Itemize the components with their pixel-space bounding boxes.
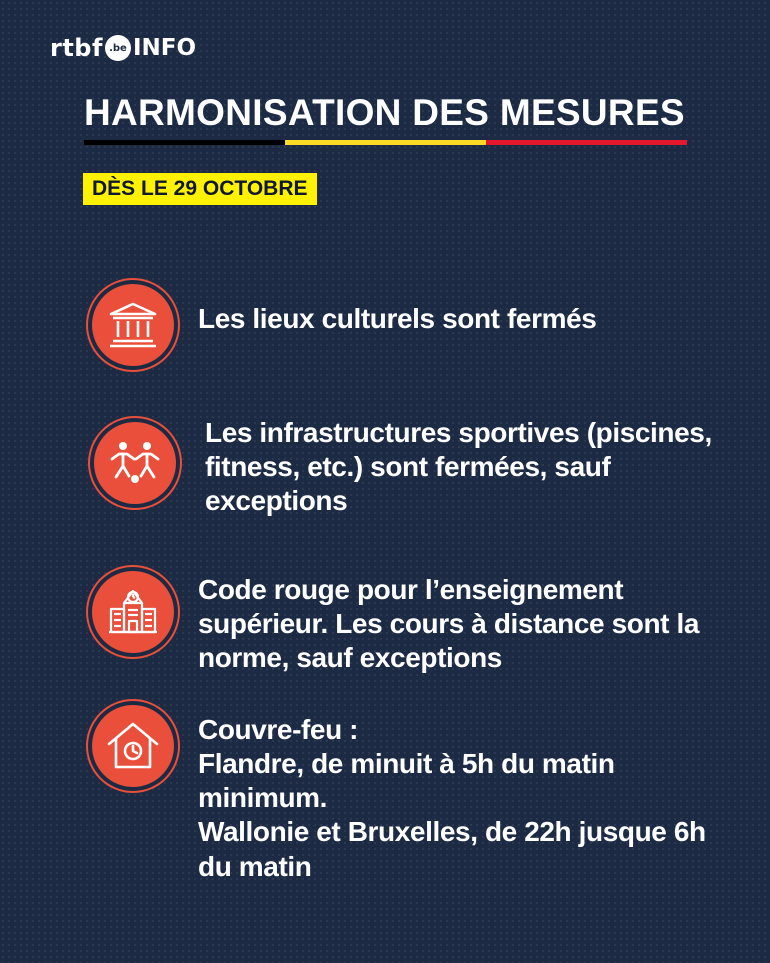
measure-text: Couvre-feu : Flandre, de minuit à 5h du matin minimum. Wallonie et Bruxelles, de 22h jusque 6h du matin — [198, 714, 706, 882]
measure-text: Code rouge pour l’enseignement supérieur. Les cours à distance sont la norme, sauf exceptions — [198, 574, 700, 674]
measure-text: Les infrastructures sportives (piscines, fitness, etc.) sont fermées, sauf exceptions — [205, 417, 712, 517]
university-building-icon — [92, 571, 174, 653]
museum-icon — [92, 284, 174, 366]
date-badge: DÈS LE 29 OCTOBRE — [83, 173, 317, 205]
flag-red-stripe — [486, 140, 687, 145]
measure-text: Les lieux culturels sont fermés — [198, 303, 597, 334]
logo-brand: rtbf — [50, 34, 103, 62]
logo-section: INFO — [132, 34, 197, 61]
sports-players-icon — [94, 422, 176, 504]
rtbf-info-logo — [50, 35, 196, 61]
house-clock-icon — [92, 705, 174, 787]
logo-domain: .be — [105, 35, 131, 61]
flag-black-stripe — [84, 140, 285, 145]
belgian-flag-underline — [84, 140, 687, 145]
flag-yellow-stripe — [285, 140, 486, 145]
page-title: HARMONISATION DES MESURES — [84, 92, 685, 133]
